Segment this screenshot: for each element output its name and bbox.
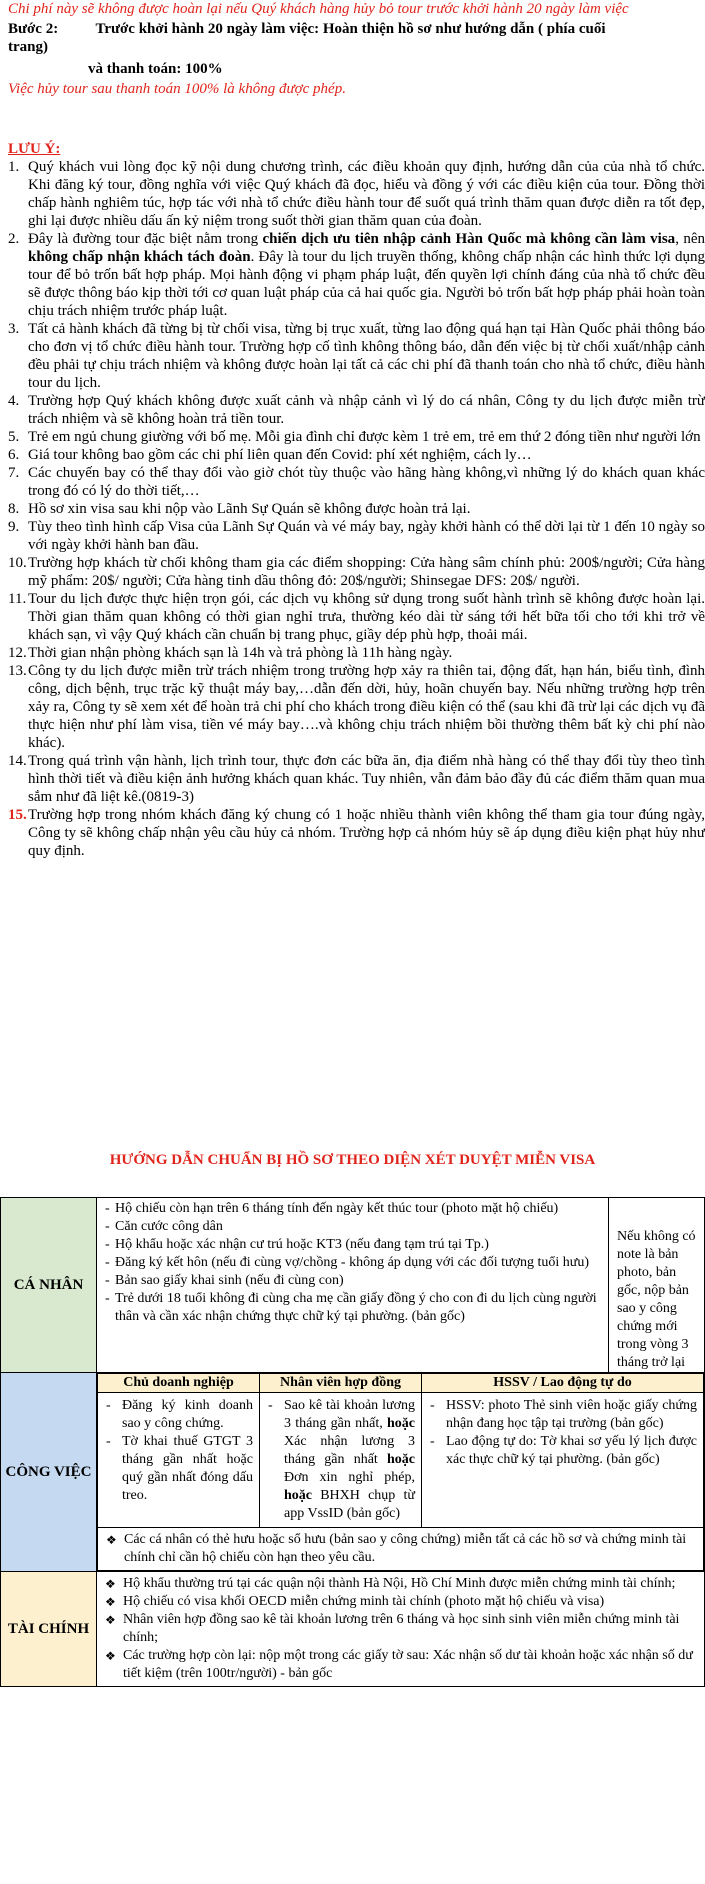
guide-title: HƯỚNG DẪN CHUẨN BỊ HỒ SƠ THEO DIỆN XÉT DUYỆT MIỄN VISA (109, 1152, 596, 1168)
note-item: 11. Tour du lịch được thực hiện trọn gói, các dịch vụ không sử dụng trong suốt hành trình sẽ không được hoàn lại. Thời gian thăm quan không có thời gian nghỉ trưa, thường kéo dài từ sáng tới hết bữa tối cho tới khi trở về khách sạn, vì vậy Quý khách cần chuẩn bị trang phục, giầy dép phù hợp, thoải mái. (8, 591, 705, 643)
contract-employee-header: Nhân viên hợp đồng (260, 1374, 422, 1393)
visa-requirements-table (0, 1197, 705, 1687)
note-item: 14. Trong quá trình vận hành, lịch trình tour, thực đơn các bữa ăn, địa điểm nhà hàng có thể thay đổi tùy theo tình hình thời tiết và điều kiện ảnh hưởng khách quan khác. Tuy nhiên, vẫn đảm bảo đầy đủ các điểm thăm quan mua sắm như đã liệt kê.(0819-3) (8, 753, 705, 805)
list-item: - Tờ khai thuế GTGT 3 tháng gần nhất hoặc quý gần nhất đóng dấu treo. (102, 1433, 253, 1505)
note-item: 6. Giá tour không bao gồm các chi phí liên quan đến Covid: phí xét nghiệm, cách ly… (8, 447, 532, 463)
note-item: 2. Đây là đường tour đặc biệt nằm trong chiến dịch ưu tiên nhập cảnh Hàn Quốc mà không cần làm visa, nên không chấp nhận khách tách đoàn. Đây là tour du lịch truyền thống, không chấp nhận các hình thức lợi dụng tour để bỏ trốn bất hợp pháp. Mọi hành động vi phạm pháp luật, đến quyền lợi chính đáng của nhà tổ chức đều sẽ được thông báo kịp thời tới cơ quan luật pháp của cả hai quốc gia. Người bỏ trốn bất hợp pháp phải hoàn toàn chịu trách nhiệm trước pháp luật. (8, 231, 705, 319)
list-item: - HSSV: photo Thẻ sinh viên hoặc giấy chứng nhận đang học tập tại trường (bản gốc) (426, 1397, 697, 1433)
personal-label: CÁ NHÂN (1, 1198, 97, 1373)
note-item: 8. Hồ sơ xin visa sau khi nộp vào Lãnh Sự Quán sẽ không được hoàn trả lại. (8, 501, 471, 517)
step-label: Bước 2: (8, 21, 59, 37)
personal-side-note-cell (609, 1198, 705, 1373)
work-label: CÔNG VIỆC (1, 1373, 97, 1572)
step-text-cont: trang) (8, 39, 48, 55)
list-item: - Đăng ký kinh doanh sao y công chứng. (102, 1397, 253, 1433)
list-item: ❖ Hộ khẩu thường trú tại các quận nội thành Hà Nội, Hồ Chí Minh được miễn chứng minh tài chính; (105, 1575, 698, 1593)
list-item: - Lao động tự do: Tờ khai sơ yếu lý lịch được xác thực chữ ký tại phường. (bản gốc) (426, 1433, 697, 1469)
work-row (1, 1373, 705, 1572)
business-owner-header: Chủ doanh nghiệp (98, 1374, 260, 1393)
student-freelancer-cell (422, 1393, 704, 1528)
list-item: - Hộ khẩu hoặc xác nhận cư trú hoặc KT3 (nếu đang tạm trú tại Tp.) (105, 1236, 602, 1254)
step-payment: và thanh toán: 100% (88, 61, 223, 77)
list-item: - Căn cước công dân (105, 1218, 602, 1236)
work-cell (97, 1373, 705, 1572)
business-owner-cell (98, 1393, 260, 1528)
note-item-highlight: 15. Trường hợp trong nhóm khách đăng ký chung có 1 hoặc nhiều thành viên không thể tham gia tour đúng ngày, Công ty sẽ không chấp nhận yêu cầu hủy cả nhóm. Trường hợp cả nhóm hủy sẽ áp dụng điều kiện phạt hủy như quy định. (8, 807, 705, 859)
step-text: Trước khởi hành 20 ngày làm việc: Hoàn thiện hồ sơ như hướng dẫn ( phía cuối (95, 21, 606, 37)
notes-list (0, 158, 705, 860)
personal-list (97, 1198, 608, 1328)
student-freelancer-header: HSSV / Lao động tự do (422, 1374, 704, 1393)
list-item: - Bản sao giấy khai sinh (nếu đi cùng con) (105, 1272, 602, 1290)
list-item: - Đăng ký kết hôn (nếu đi cùng vợ/chồng - không áp dụng với các đối tượng tuổi hưu) (105, 1254, 602, 1272)
list-item: - Trẻ dưới 18 tuổi không đi cùng cha mẹ cần giấy đồng ý cho con đi du lịch cùng người thân và cần xác nhận chứng thực chữ ký tại phường. (bản gốc) (105, 1290, 602, 1326)
finance-list (97, 1572, 704, 1686)
note-item: 5. Trẻ em ngủ chung giường với bố mẹ. Mỗi gia đình chỉ được kèm 1 trẻ em, trẻ em thứ 2 đóng tiền như người lớn (8, 429, 701, 445)
cancel-note: Việc hủy tour sau thanh toán 100% là không được phép. (8, 81, 346, 97)
list-item: ❖ Các trường hợp còn lại: nộp một trong các giấy tờ sau: Xác nhận số dư tài khoản hoặc xác nhận số dư tiết kiệm (trên 100tr/người) - bản gốc (105, 1647, 698, 1683)
retiree-note: ❖ Các cá nhân có thẻ hưu hoặc sổ hưu (bản sao y công chứng) miễn tất cả các hồ sơ và chứng minh tài chính chỉ cần hộ chiếu còn hạn theo yêu cầu. (106, 1531, 697, 1567)
step-line (8, 20, 606, 38)
top-note: Chi phí này sẽ không được hoàn lại nếu Quý khách hàng hủy bỏ tour trước khởi hành 20 ngày làm việc (8, 1, 629, 17)
finance-label: TÀI CHÍNH (1, 1572, 97, 1687)
list-item: - Sao kê tài khoản lương 3 tháng gần nhất, hoặc Xác nhận lương 3 tháng gần nhất hoặc Đơn xin nghỉ phép, hoặc BHXH chụp từ app VssID (bản gốc) (264, 1397, 415, 1523)
list-item: ❖ Hộ chiếu có visa khối OECD miễn chứng minh tài chính (photo mặt hộ chiếu và visa) (105, 1593, 698, 1611)
personal-items-cell (97, 1198, 609, 1373)
notes-title: LƯU Ý: (8, 141, 61, 157)
contract-employee-cell (260, 1393, 422, 1528)
note-item: 7. Các chuyến bay có thể thay đổi vào giờ chót tùy thuộc vào hãng hàng không,vì những lý do khách quan khác trong đó có lý do thời tiết,… (8, 465, 705, 499)
note-item: 13. Công ty du lịch được miễn trừ trách nhiệm trong trường hợp xảy ra thiên tai, động đất, hạn hán, biểu tình, đình công, dịch bệnh, trục trặc kỹ thuật máy bay,…dẫn đến dời, hủy, hoãn chuyến bay. Nếu những trường hợp trên xảy ra, Công ty sẽ xem xét để hoàn trả chi phí cho khách trong điều kiện có thể (sau khi đã trừ lại các dịch vụ đã thực hiện như phí làm visa, tiền vé máy bay….và không chịu trách nhiệm bồi thường thêm bất kỳ chi phí nào khác). (8, 663, 705, 751)
list-item: - Hộ chiếu còn hạn trên 6 tháng tính đến ngày kết thúc tour (photo mặt hộ chiếu) (105, 1200, 602, 1218)
note-item: 10. Trường hợp khách từ chối không tham gia các điểm shopping: Cửa hàng sâm chính phủ: 200$/người; Cửa hàng mỹ phẩm: 20$/ người; Cửa hàng tinh dầu thông đỏ: 20$/người; Shinsegae DFS: 20$/ người. (8, 555, 705, 589)
personal-side-note: Nếu không có note là bản photo, bản gốc, nộp bản sao y công chứng mới trong vòng 3 tháng trở lại (617, 1229, 696, 1370)
work-inner-table (97, 1373, 704, 1571)
retiree-note-cell (98, 1528, 704, 1571)
note-item: 12. Thời gian nhận phòng khách sạn là 14h và trả phòng là 11h hàng ngày. (8, 645, 453, 661)
note-item: 1. Quý khách vui lòng đọc kỹ nội dung chương trình, các điều khoản quy định, hướng dẫn của của nhà tổ chức. Khi đăng ký tour, đồng nghĩa với việc Quý khách đã đọc, hiểu và đồng ý với các điều kiện của tour. Đồng thời chấp hành nghiêm túc, hợp tác với nhà tổ chức điều hành tour để suốt quá trình thăm quan được diễn ra tốt đẹp, ghi lại được nhiều dấu ấn kỷ niệm trong suốt thời gian thăm quan của đoàn. (8, 159, 705, 229)
note-item: 9. Tùy theo tình hình cấp Visa của Lãnh Sự Quán và vé máy bay, ngày khởi hành có thể dời lại từ 1 đến 10 ngày so với ngày khởi hành ban đầu. (8, 519, 705, 553)
finance-cell (97, 1572, 705, 1687)
note-item: 3. Tất cả hành khách đã từng bị từ chối visa, từng bị trục xuất, từng lao động quá hạn tại Hàn Quốc phải thông báo cho đơn vị tổ chức điều hành tour. Trường hợp cố tình không thông báo, dẫn đến việc bị từ chối xuất/nhập cảnh đều phải tự chịu trách nhiệm và không được hoàn lại tất cả các chi phí đã thanh toán cho nhà tổ chức, điều hành tour du lịch. (8, 321, 705, 391)
note-item: 4. Trường hợp Quý khách không được xuất cảnh và nhập cảnh vì lý do cá nhân, Công ty du lịch được miễn trừ trách nhiệm và sẽ không hoàn trả tiền tour. (8, 393, 705, 427)
list-item: ❖ Nhân viên hợp đồng sao kê tài khoản lương trên 6 tháng và học sinh sinh viên miễn chứng minh tài chính; (105, 1611, 698, 1647)
personal-row (1, 1198, 705, 1373)
finance-row (1, 1572, 705, 1687)
